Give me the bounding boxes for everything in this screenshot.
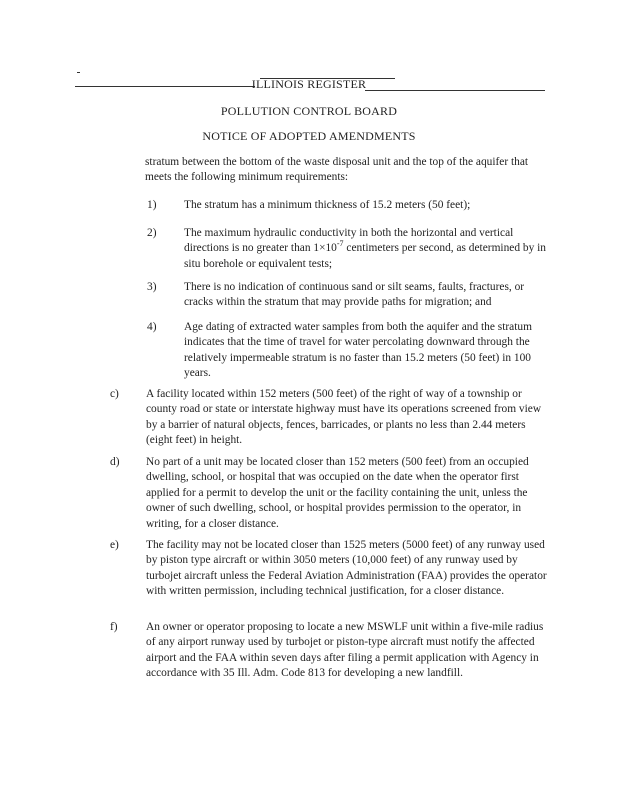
intro-paragraph: stratum between the bottom of the waste disposal unit and the top of the aquifer that meets the following minimum requirements: [145,156,529,184]
header-mark [77,72,80,73]
subitem-text: There is no indication of continuous sand or silt seams, faults, fractures, or cracks within the stratum that may provide paths for migration; and [184,281,525,309]
subitem-label: 4) [147,321,157,333]
subitem-text: Age dating of extracted water samples from both the aquifer and the stratum indicates that the time of travel for water percolating downward through the relatively impermeable stratum is no faster than 15.2 meters (50 feet) in 100 years. [184,321,532,380]
item-text: A facility located within 152 meters (500 feet) of the right of way of a township or county road or state or interstate highway must have its operations screened from view by a barrier of natural objects, fences, barricades, or plants no less than 2.44 meters (eight feet) in height. [146,388,542,447]
board-title: POLLUTION CONTROL BOARD [220,104,398,118]
subitem-label: 3) [147,281,157,293]
item-label: d) [110,456,120,468]
item-text: No part of a unit may be located closer than 152 meters (500 feet) from an occupied dwelling, school, or hospital that was occupied on the date when the operator first applied for a permit to develop the unit or the facility containing the unit, unless the owner of such dwelling, school, or hospital provides permission to the operator, in writing, for a closer distance. [146,456,529,530]
item-text: An owner or operator proposing to locate a new MSWLF unit within a five-mile radius of any airport runway used by turbojet or piston-type aircraft must notify the affected airport and the FAA within seven days after filing a permit application with Agency in accordance with 35 Ill. Adm. Code 813 for developing a new landfill. [146,621,544,680]
subitem-label: 2) [147,227,157,239]
item-text: The facility may not be located closer than 1525 meters (5000 feet) of any runway used by piston type aircraft or within 3050 meters (10,000 feet) of any runway used by turbojet aircraft unless the Federal Aviation Administration (FAA) provides the operator with written permission, including technical justification, for a closer distance. [146,539,547,598]
register-title: ILLINOIS REGISTER [251,77,367,91]
item-label: c) [110,388,119,400]
item-label: e) [110,539,119,551]
subitem-text: The maximum hydraulic conductivity in both the horizontal and vertical directions is no greater than $1\times 10^{-7}$ centimeters per second, as determined by in situ borehole or equivalent tests; [184,227,546,270]
subitem-text: The stratum has a minimum thickness of 15.2 meters (50 feet); [184,199,471,211]
subitem-label: 1) [147,199,157,211]
notice-title: NOTICE OF ADOPTED AMENDMENTS [202,129,416,143]
item-label: f) [110,621,118,633]
